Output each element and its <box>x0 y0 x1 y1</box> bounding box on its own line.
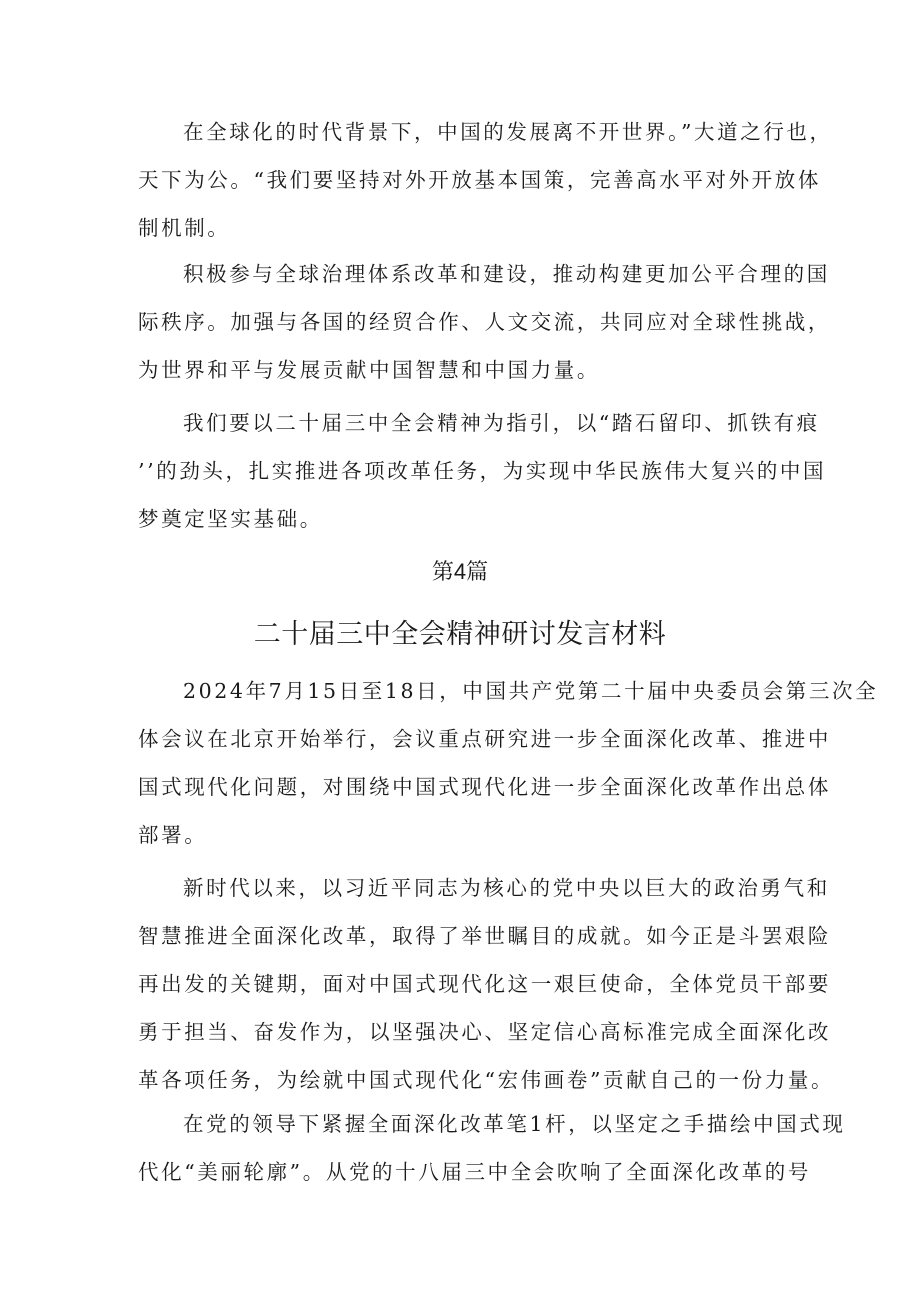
text-line: 再出发的关键期，面对中国式现代化这一艰巨使命，全体党员干部要 <box>138 972 831 996</box>
text-line: 新时代以来，以习近平同志为核心的党中央以巨大的政治勇气和 <box>183 876 830 900</box>
paragraph <box>138 399 827 543</box>
paragraph <box>138 864 835 1104</box>
paragraph <box>138 250 831 394</box>
text-line: 天下为公。“我们要坚持对外开放基本国策，完善高水平对外开放体 <box>138 168 821 192</box>
text-line: 勇于担当、奋发作为，以坚强决心、坚定信心高标准完成全面深化改 <box>138 1020 831 1044</box>
text-line: 部署。 <box>138 823 208 847</box>
text-line: 我们要以二十届三中全会精神为指引，以“踏石留印、抓铁有痕 <box>183 411 820 435</box>
text-line: ’’的劲头，扎实推进各项改革任务，为实现中华民族伟大复兴的中国 <box>138 459 827 483</box>
text-line: 在全球化的时代背景下，中国的发展离不开世界。”大道之行也， <box>183 120 833 144</box>
text-line: 代化“美丽轮廓”。从党的十八届三中全会吹响了全面深化改革的号 <box>138 1160 811 1184</box>
paragraph <box>138 667 879 859</box>
text-line: 制机制。 <box>138 216 231 240</box>
text-line: 智慧推进全面深化改革，取得了举世瞩目的成就。如今正是斗罢艰险 <box>138 924 831 948</box>
text-line: 体会议在北京开始举行，会议重点研究进一步全面深化改革、推进中 <box>138 727 831 751</box>
paragraph <box>138 108 833 252</box>
text-line: 在党的领导下紧握全面深化改革笔1杆，以坚定之手描绘中国式现 <box>183 1112 846 1136</box>
text-line: 2024年7月15日至18日，中国共产党第二十届中央委员会第三次全 <box>183 679 879 703</box>
section-number: 第4篇 <box>431 559 489 584</box>
section-title: 二十届三中全会精神研讨发言材料 <box>253 619 667 649</box>
text-line: 革各项任务，为绘就中国式现代化“宏伟画卷”贡献自己的一份力量。 <box>138 1068 835 1092</box>
paragraph <box>138 1100 846 1196</box>
text-line: 积极参与全球治理体系改革和建设，推动构建更加公平合理的国 <box>183 262 830 286</box>
text-line: 为世界和平与发展贡献中国智慧和中国力量。 <box>138 358 600 382</box>
text-line: 梦奠定坚实基础。 <box>138 507 323 531</box>
text-line: 国式现代化问题，对围绕中国式现代化进一步全面深化改革作出总体 <box>138 775 831 799</box>
text-line: 际秩序。加强与各国的经贸合作、人文交流，共同应对全球性挑战， <box>138 310 831 334</box>
